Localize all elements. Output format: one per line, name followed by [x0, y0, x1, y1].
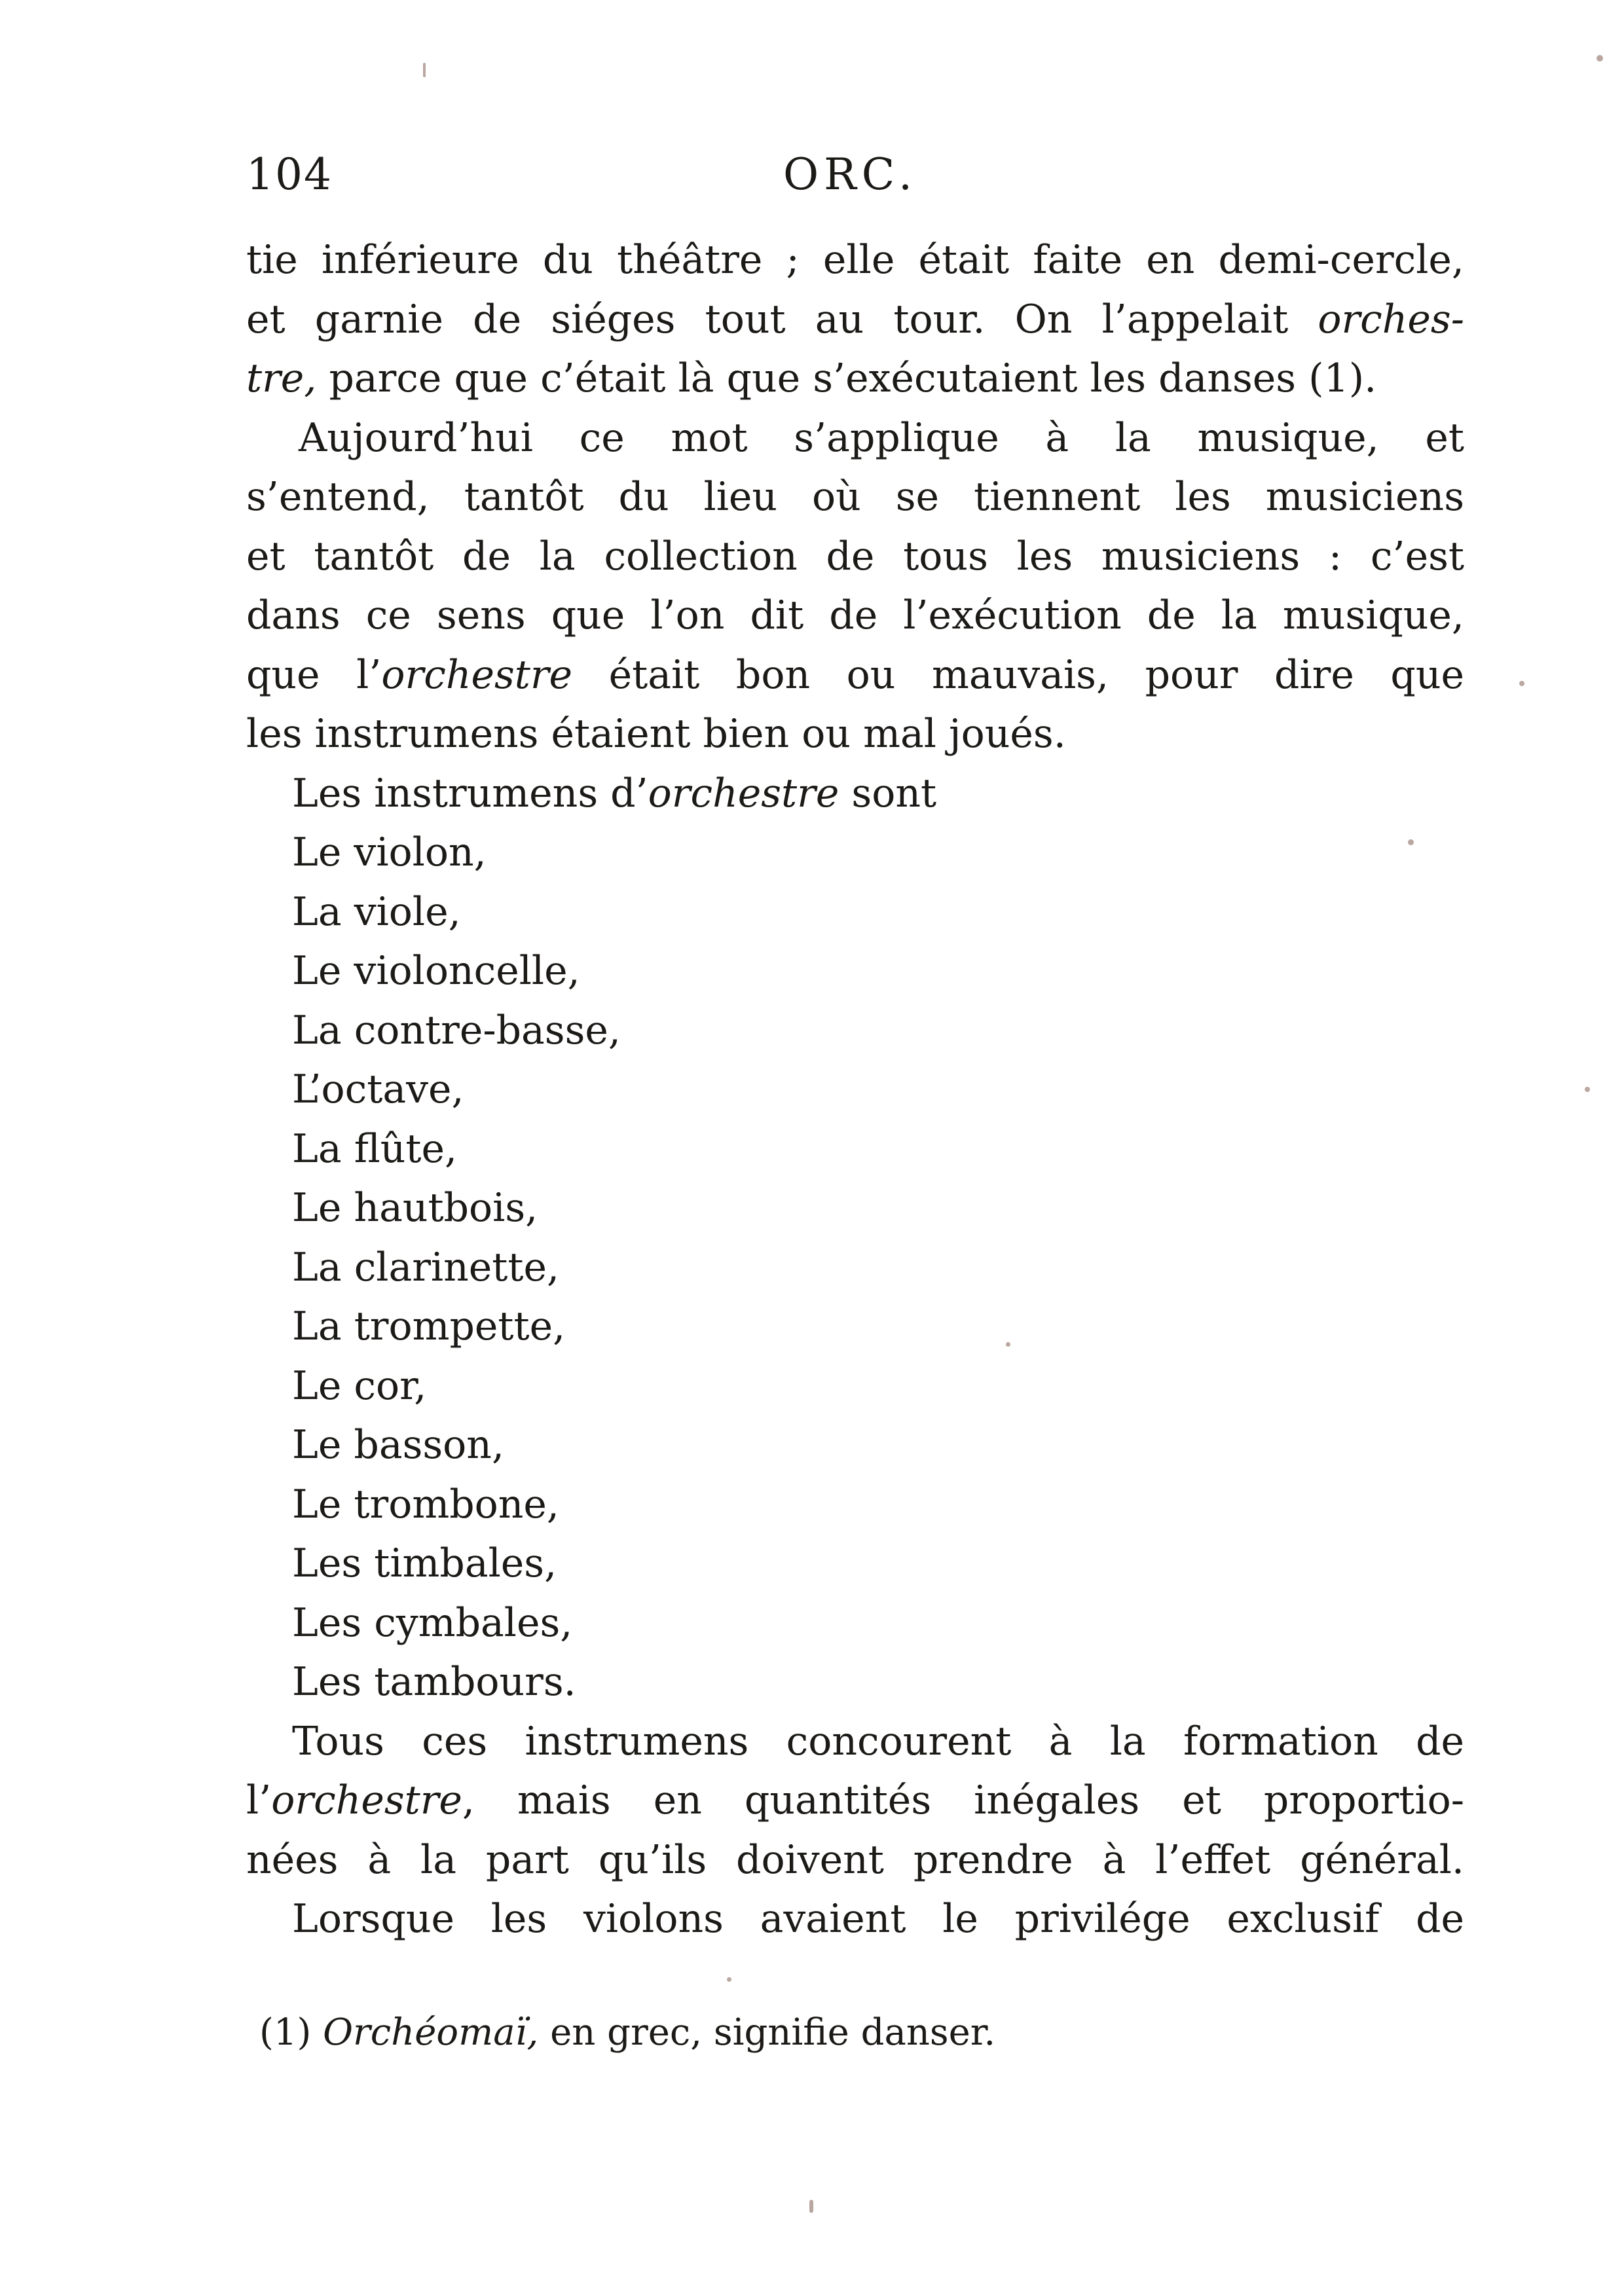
- instruments-intro: [246, 764, 1464, 824]
- paper-speck: [423, 63, 426, 77]
- instrument-item: La clarinette,: [292, 1244, 560, 1290]
- instrument-item: L’octave,: [292, 1066, 464, 1112]
- paragraph-2-line-4: dans ce sens que l’on dit de l’exécution de la musique,: [246, 592, 1464, 638]
- instrument-item: La trompette,: [292, 1303, 566, 1349]
- italic-term: orchestre: [648, 770, 840, 816]
- paper-speck: [1585, 1087, 1590, 1092]
- footnote: [259, 2011, 995, 2054]
- body-text: [246, 230, 1464, 1949]
- paragraph-2-line-2: s’entend, tantôt du lieu où se tiennent les musiciens: [246, 474, 1464, 520]
- instrument-item: Les tambours.: [292, 1659, 576, 1705]
- instrument-item: Le basson,: [292, 1422, 505, 1468]
- instrument-item: Le hautbois,: [292, 1185, 538, 1231]
- instrument-item: Le violon,: [292, 829, 487, 875]
- text-run: était bon ou mauvais, pour dire que: [572, 651, 1464, 698]
- paragraph-4-line-1: Lorsque les violons avaient le privilége exclusif de: [292, 1896, 1464, 1942]
- instrument-item: La contre-basse,: [292, 1007, 621, 1053]
- paper-speck: [727, 1977, 731, 1982]
- footnote-term: Orchéomaï,: [323, 2011, 539, 2054]
- italic-term: orchestre: [271, 1777, 462, 1823]
- text-run: Les instrumens d’: [292, 770, 648, 816]
- text-run: et garnie de siéges tout au tour. On l’appelait: [246, 296, 1318, 342]
- text-run: que l’: [246, 651, 382, 698]
- instrument-item: Le violoncelle,: [292, 948, 580, 994]
- italic-term: tre,: [246, 355, 317, 401]
- paper-speck: [1408, 839, 1414, 845]
- page-number: 104: [246, 149, 333, 200]
- instrument-item: Le cor,: [292, 1362, 427, 1409]
- page-header: [246, 149, 1464, 208]
- paragraph-2-line-5: [246, 646, 1464, 705]
- paragraph-2-line-3: et tantôt de la collection de tous les musiciens : c’est: [246, 533, 1464, 579]
- instrument-item: La viole,: [292, 888, 461, 935]
- instrument-item: Le trombone,: [292, 1481, 559, 1527]
- paper-speck: [1596, 55, 1603, 62]
- instrument-item: Les cymbales,: [292, 1599, 573, 1646]
- paragraph-3-line-1: Tous ces instrumens concourent à la formation de: [292, 1718, 1464, 1764]
- paragraph-1-line-2: [246, 290, 1464, 350]
- text-run: , mais en quantités inégales et proportio-: [462, 1777, 1464, 1823]
- text-run: l’: [246, 1777, 272, 1823]
- text-run: sont: [839, 770, 937, 816]
- paper-speck: [809, 2200, 813, 2213]
- instrument-item: Les timbales,: [292, 1540, 557, 1586]
- italic-term: orchestre: [381, 651, 573, 698]
- paragraph-3-line-3: nées à la part qu’ils doivent prendre à l’effet général.: [246, 1836, 1464, 1883]
- paragraph-2-line-6: les instrumens étaient bien ou mal joués.: [246, 711, 1066, 757]
- italic-term: orches-: [1318, 296, 1464, 342]
- paper-speck: [1006, 1342, 1010, 1347]
- paragraph-1-line-3: [246, 349, 1464, 409]
- paragraph-3-line-2: [246, 1771, 1464, 1831]
- paper-speck: [1519, 681, 1524, 686]
- footnote-marker: (1): [259, 2011, 323, 2054]
- running-head: ORC.: [783, 149, 917, 200]
- paragraph-2-line-1: Aujourd’hui ce mot s’applique à la musique, et: [299, 414, 1464, 461]
- paragraph-1-line-1: tie inférieure du théâtre ; elle était faite en demi-cercle,: [246, 237, 1464, 283]
- footnote-text: en grec, signifie danser.: [538, 2011, 996, 2054]
- instrument-item: La flûte,: [292, 1125, 458, 1172]
- text-run: parce que c’était là que s’exécutaient les danses (1).: [316, 355, 1377, 401]
